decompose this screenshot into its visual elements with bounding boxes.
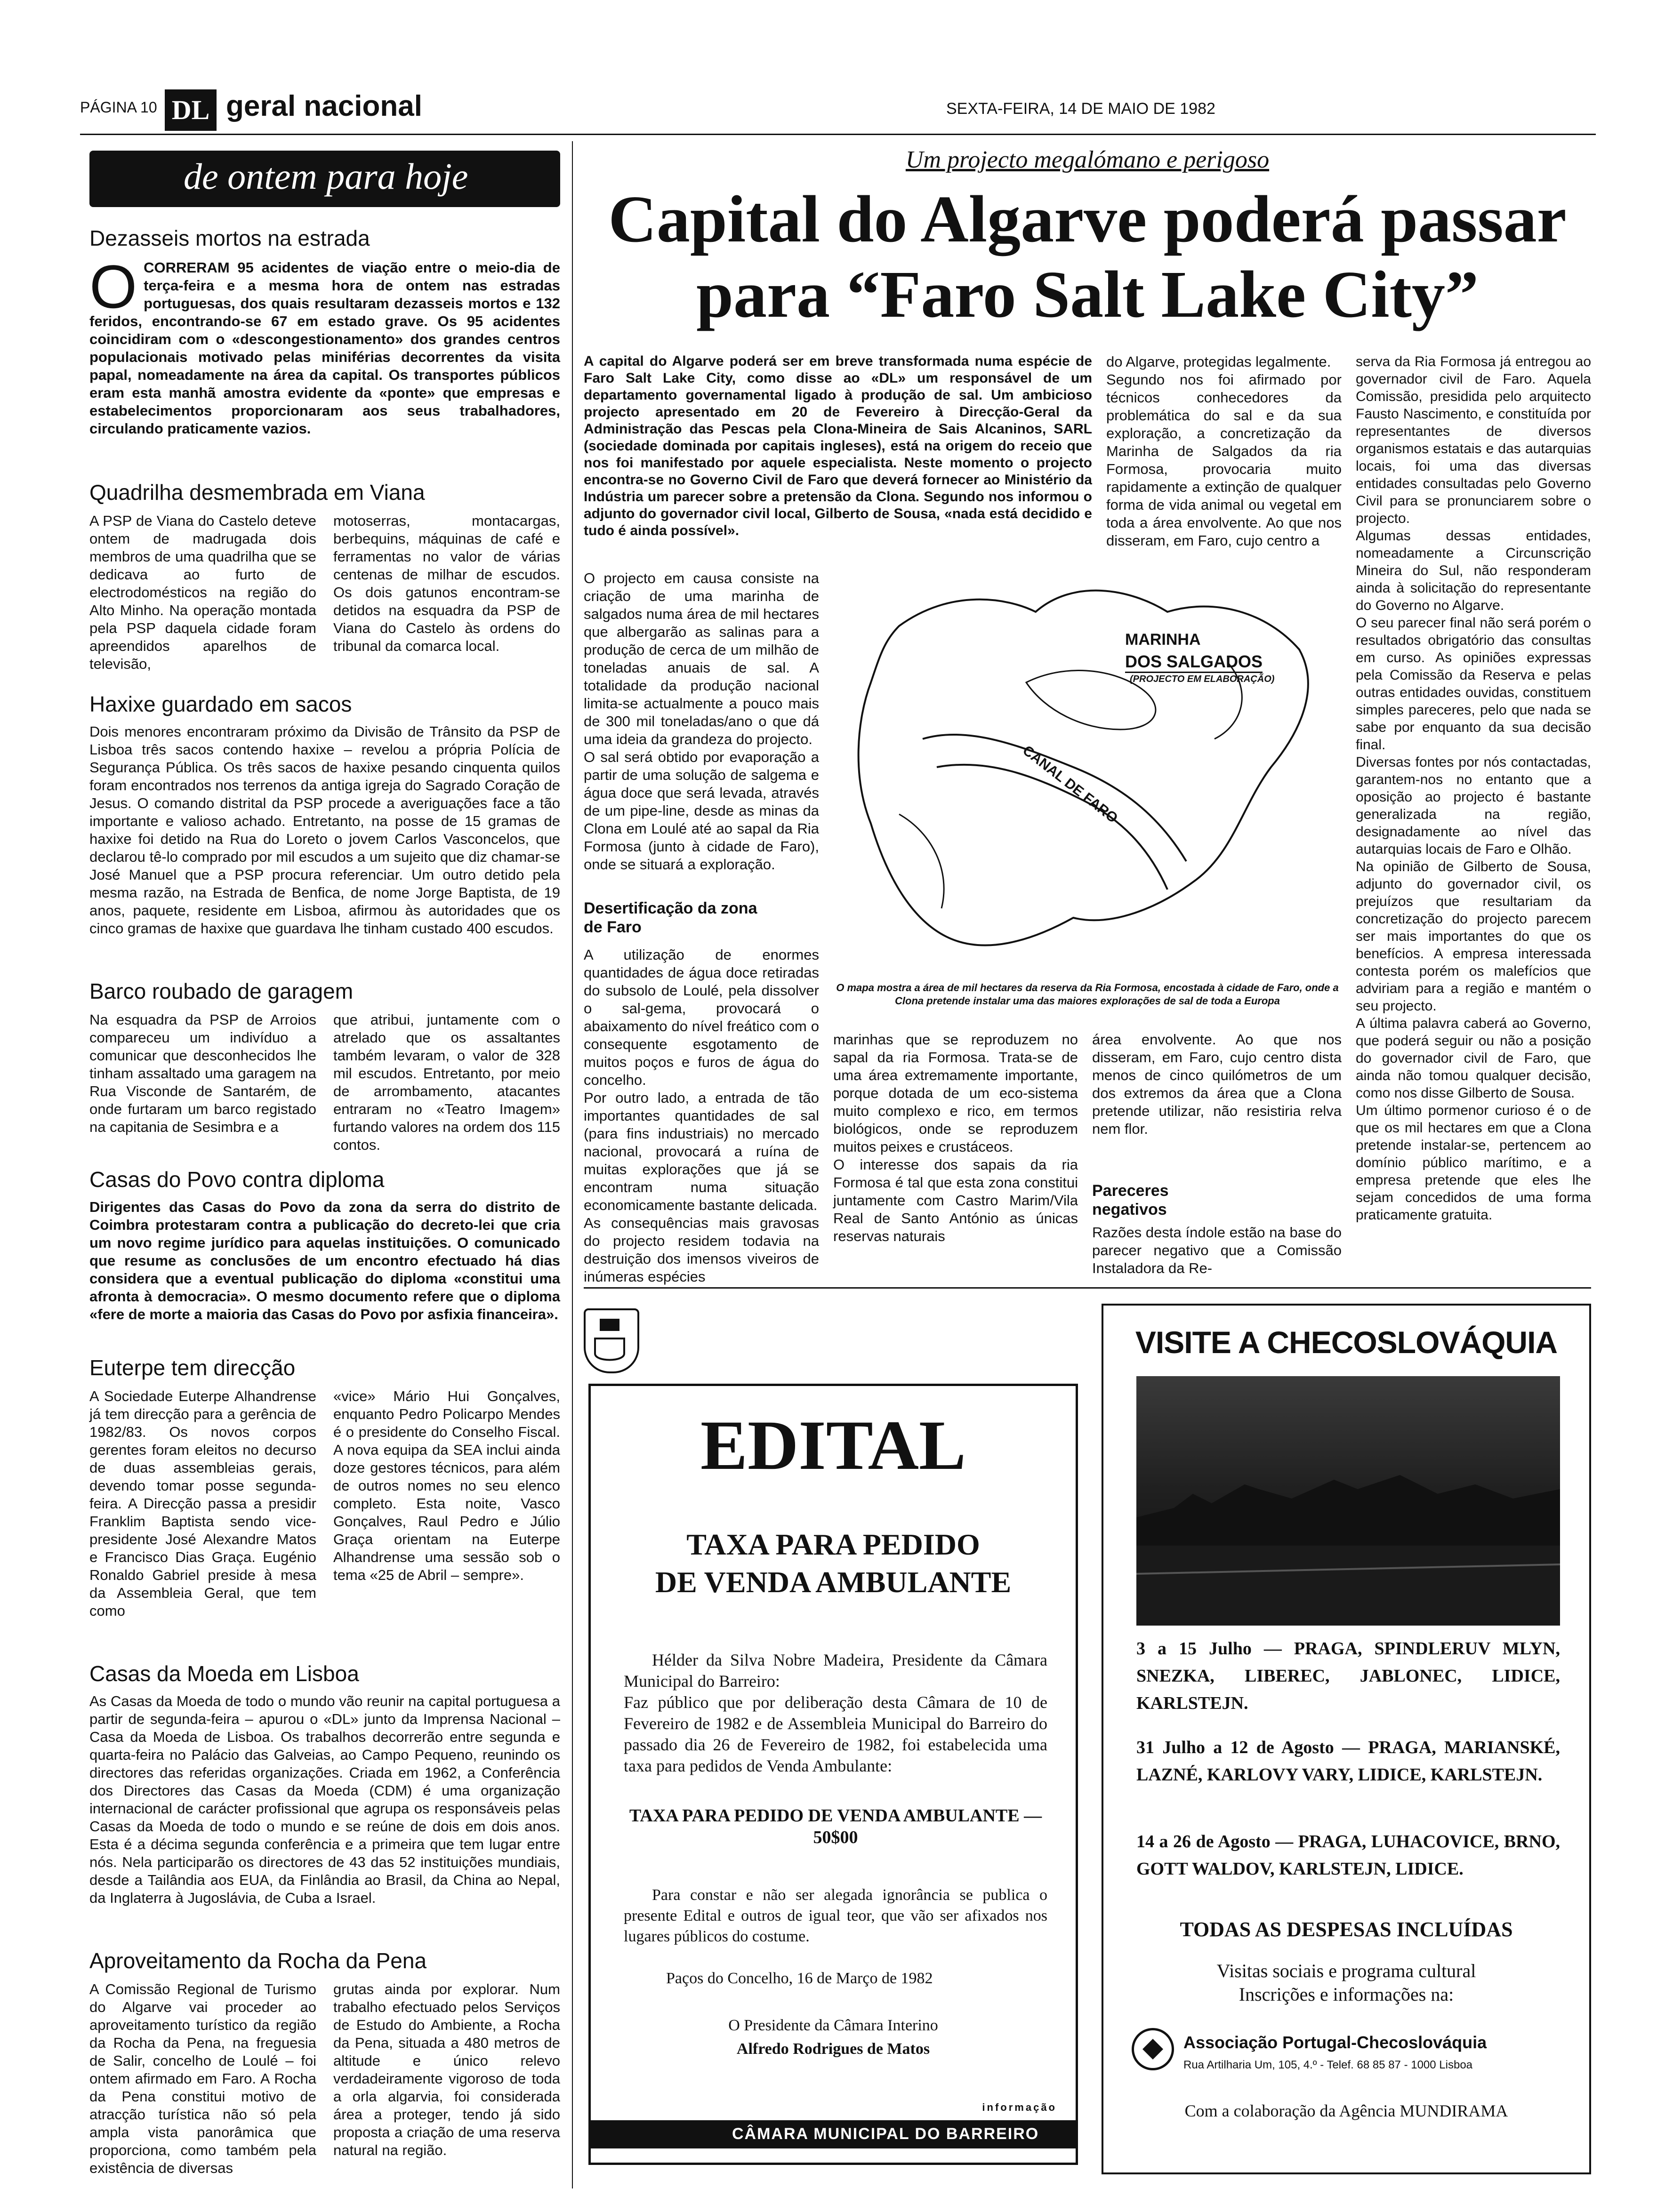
prague-photo [1136, 1376, 1560, 1626]
subhead-desertificacao: Desertificação da zona de Faro [584, 899, 757, 936]
map-label-projecto: (PROJECTO EM ELABORAÇÃO) [1130, 674, 1275, 684]
edital-body: Hélder da Silva Nobre Madeira, Presidente da Câmara Municipal do Barreiro: Faz público que por deliberação desta Câmara de 10 de Fevereiro de 1982 e de Assembleia Municipal do Barreiro do passado dia 26 de Fevereiro de 1982, foi estabelecida uma taxa para pedidos de Venda Ambulante: [624, 1651, 1047, 1775]
trip-2: 31 Julho a 12 de Agosto — PRAGA, MARIANSKÉ, LAZNÉ, KARLOVY VARY, LIDICE, KARLSTEJN. [1136, 1738, 1560, 1785]
column-banner [89, 151, 560, 207]
item-text: Dirigentes das Casas do Povo da zona da serra do distrito de Coimbra protestaram contra a publicação do decreto-lei que cria um novo regime jurídico para aquelas instituições. O comunicado que resume as conclusões de um encontro efectuado há dias considera que a eventual publicação do diploma «constitui uma afronta à democracia». O mesmo documento refere que o diploma «fere de morte a maioria das Casas do Povo por asfixia financeira». [89, 1199, 560, 1322]
map-label-marinha: MARINHA [1125, 631, 1201, 649]
item-text-col2: motoserras, montacargas, berbequins, máquinas de café e ferramentas no valor de várias centenas de milhar de escudos. Os dois gatunos encontram-se detidos na esquadra da PSP de Viana do Castelo às ordens do tribunal da comarca local. [333, 513, 560, 654]
edital-place-date: Paços do Concelho, 16 de Março de 1982 [666, 1970, 933, 1987]
story-lead: A capital do Algarve poderá ser em breve transformada numa espécie de Faro Salt Lake City, como disse ao «DL» um responsável de um departamento governamental ligado à produção de sal. Um ambicioso projecto apresentado em 20 de Fevereiro à Direcção-Geral da Administração das Pescas pela Clona-Mineira de Sais Alcaninos, SARL (sociedade dominada por capitais ingleses), está na origem do receio que nos foi manifestado por aquele especialista. Neste momento o projecto encontra-se no Governo Civil de Faro que deverá fornecer ao Ministério da Indústria um parecer sobre a pretensão da Clona. Segundo nos informou o adjunto do governador civil local, Gilberto de Sousa, «nada está decidido e tudo é ainda possível». [584, 353, 1092, 538]
visits-line-2: Inscrições e informações na: [1239, 1984, 1454, 2005]
item-headline: Aproveitamento da Rocha da Pena [89, 1948, 427, 1973]
story-col-a-top: O projecto em causa consiste na criação de uma marinha de salgados numa área de mil hectares que albergarão as salinas para a produção de cerca de um milhão de toneladas anuais de sal. A totalidade da produção nacional limita-se actualmente a pouco mais de 300 mil toneladas/ano o que dá uma ideia da grandeza do projecto. O sal será obtido por evaporação a partir de uma solução de salgema e água doce que será levada, através de um pipe-line, desde as minas da Clona em Loulé até ao sapal da Ria Formosa (junto à cidade de Faro), onde se situará a exploração. [584, 570, 819, 873]
item-text-col1: A Comissão Regional de Turismo do Algarve vai proceder ao aproveitamento turístico da região da Rocha da Pena, na freguesia de Salir, concelho de Loulé – foi ontem afirmado em Faro. A Rocha da Pena constitui motivo de atracção turística não só pela ampla vista panorâmica que proporciona, como também pela existência de diversas [89, 1981, 316, 2176]
edital-fee-line: TAXA PARA PEDIDO DE VENDA AMBULANTE — 50$00 [629, 1806, 1042, 1847]
story-col-a-bottom: A utilização de enormes quantidades de água doce retiradas do subsolo de Loulé, pela dissolver o sal-gema, provocará o abaixamento do nível freático com o consequente esgotamento de muitos poços e furos de água do concelho. Por outro lado, a entrada de tão importantes quantidades de sal (para fins industriais) no mercado nacional, provocará a ruína de muitas explorações que já se encontram numa situação economicamente bastante delicada. As consequências mais gravosas do projecto residem todavia na destruição dos imensos viveiros de inúmeras espécies [584, 946, 819, 1285]
story-col-b-top: do Algarve, protegidas legalmente. Segundo nos foi afirmado por técnicos conhecedores da problemática do sal e da sua exploração, a concretização da Marinha de Salgados da ria Formosa, provocaria muito rapidamente a extinção de qualquer forma de vida animal ou vegetal em toda a área envolvente. Ao que nos disseram, em Faro, cujo centro a [1106, 353, 1342, 549]
ads-top-rule [584, 1287, 1591, 1289]
travel-ad [1102, 1304, 1591, 2174]
edital-signatory-role: O Presidente da Câmara Interino [728, 2017, 938, 2034]
ria-formosa-map [828, 569, 1342, 965]
news-item-euterpe [89, 1355, 560, 1620]
travel-title: VISITE A CHECOSLOVÁQUIA [1135, 1325, 1558, 1360]
visits-line-1: Visitas sociais e programa cultural [1216, 1960, 1476, 1981]
left-column [89, 146, 560, 2176]
item-headline: Dezasseis mortos na estrada [89, 226, 370, 250]
item-headline: Haxixe guardado em sacos [89, 692, 352, 716]
association-name: Associação Portugal-Checoslováquia [1183, 2033, 1487, 2052]
page-number: PÁGINA 10 [80, 99, 157, 116]
edital-footer-bar [591, 2120, 1076, 2148]
item-headline: Casas do Povo contra diploma [89, 1167, 385, 1192]
story-kicker: Um projecto megalómano e perigoso [905, 146, 1270, 173]
banner-title: de ontem para hoje [184, 156, 468, 197]
drop-cap: O [89, 252, 137, 321]
news-item-rocha-da-pena [89, 1948, 560, 2177]
edital-subtitle-1: TAXA PARA PEDIDO [686, 1528, 980, 1561]
item-headline: Euterpe tem direcção [89, 1355, 296, 1380]
story-headline-1: Capital do Algarve poderá passar [608, 182, 1567, 256]
story-headline-2: para “Faro Salt Lake City” [696, 257, 1479, 331]
edital-box [588, 1384, 1078, 2165]
news-item-barco [89, 979, 560, 1154]
item-text-col1: A Sociedade Euterpe Alhandrense já tem direcção para a gerência de 1982/83. Os novos corpos gerentes foram eleitos no decurso de duas assembleias gerais, devendo tomar posse segunda-feira. A Direcção passa a presidir Franklim Baptista sendo vice-presidente José Alexandre Matos e Francisco Dias Graça. Eugénio Ronaldo Gabriel preside à mesa da Assembleia Geral, que tem como [89, 1388, 316, 1619]
map-drawing [828, 569, 1342, 965]
edital-notice: Para constar e não ser alegada ignorância se publica o presente Edital e outros de igual teor, que vão ser afixados nos lugares públicos do costume. [624, 1886, 1047, 1945]
story-under-map-1: marinhas que se reproduzem no sapal da ria Formosa. Trata-se de uma área extremamente importante, porque dotada de um eco-sistema muito complexo e rico, em termos biológicos, onde se reproduzem muitos peixes e crustáceos. O interesse dos sapais da ria Formosa é tal que esta zona constitui juntamente com Castro Marim/Vila Real de Santo António as únicas reservas naturais [833, 1031, 1078, 1244]
map-label-salgados: DOS SALGADOS [1125, 652, 1263, 673]
item-headline: Barco roubado de garagem [89, 979, 354, 1003]
item-text-col1: A PSP de Viana do Castelo deteve ontem de madrugada dois membros de uma quadrilha que se dedicava ao furto de electrodomésticos na região do Alto Minho. Na operação montada pela PSP daquela cidade foram apreendidos aparelhos de televisão, [89, 513, 316, 672]
agency-credit: Com a colaboração da Agência MUNDIRAMA [1184, 2101, 1508, 2120]
item-headline: Casas da Moeda em Lisboa [89, 1661, 359, 1686]
section-title: geral nacional [226, 90, 422, 122]
story-col-c: serva da Ria Formosa já entregou ao governador civil de Faro. Aquela Comissão, presidida pelo arquitecto Fausto Nascimento, e constituída por representantes de diversos organismos estatais e das autarquias locais, foi uma das diversas entidades consultadas pelo Governo Civil para se pronunciarem sobre o projecto. Algumas dessas entidades, nomeadamente a Circunscrição Mineira do Sul, não responderam ainda à solicitação do representante do Governo no Algarve. O seu parecer final não será porém o resultados obrigatório das consultas em curso. As opiniões expressas pela Comissão da Reserva e pelas outras entidades ouvidas, constituem simples pareceres, pelo que nada se sabe por enquanto da sua decisão final. Diversas fontes por nós contactadas, garantem-nos no entanto que a oposição ao projecto é bastante generalizada na região, designadamente ao nível das autarquias locais de Faro e Olhão. Na opinião de Gilberto de Sousa, adjunto do governador civil, os prejuízos que resultariam da concretização do projecto parecem ser mais importantes do que os benefícios. A empresa interessada contesta porém os malefícios que adviriam para a região e mantém o seu projecto. A última palavra caberá ao Governo, que poderá seguir ou não a posição do governador civil de Faro, que ainda não tomou qualquer decisão, como nos disse Gilberto de Sousa. Um último pormenor curioso é o de que os mil hectares em que a Clona pretende instalar-se, pertencem ao domínio público marítimo, e a empresa pretende que eles lhe sejam concedidos de uma forma praticamente gratuita. [1356, 354, 1591, 1223]
news-item-viana [89, 480, 560, 673]
item-text-col2: grutas ainda por explorar. Num trabalho efectuado pelos Serviços de Estudo do Ambiente, a Rocha da Pena, situada a 480 metros de altitude e único relevo verdadeiramente vigoroso de toda a orla algarvia, foi considerada área a proteger, tendo já sido proposta a criação de uma reserva natural na região. [333, 1981, 560, 2158]
trip-3: 14 a 26 de Agosto — PRAGA, LUHACOVICE, BRNO, GOTT WALDOV, KARLSTEJN, LIDICE. [1136, 1832, 1560, 1879]
masthead-rule [80, 134, 1596, 135]
association-logo-icon [1132, 2028, 1174, 2070]
edital-ad [584, 1299, 1083, 2179]
subhead-pareceres: Pareceres negativos [1092, 1182, 1169, 1218]
news-item-casas-da-moeda [89, 1661, 560, 1907]
story-under-map-2b: Razões desta índole estão na base do parecer negativo que a Comissão Instaladora da Re- [1092, 1224, 1342, 1276]
map-caption: O mapa mostra a área de mil hectares da reserva da Ria Formosa, encostada à cidade de Faro, onde a Clona pretende instalar uma das maiores explorações de sal de toda a Europa [836, 982, 1339, 1007]
item-text-col1: Na esquadra da PSP de Arroios compareceu um indivíduo a comunicar que desconhecidos lhe tinham assaltado uma garagem na Rua Visconde de Santarém, de onde furtaram um barco registado na capitania de Sesimbra e a [89, 1011, 316, 1135]
issue-date: SEXTA-FEIRA, 14 DE MAIO DE 1982 [946, 100, 1215, 118]
item-text: As Casas da Moeda de todo o mundo vão reunir na capital portuguesa a partir de segunda-feira – apurou o «DL» junto da Imprensa Nacional – Casa da Moeda de Lisboa. Os trabalhos decorrerão entre segunda e quarta-feira no Palácio das Galveias, ao Campo Pequeno, reunindo os directores das referidas organizações. Criada em 1962, a Conferência dos Directores das Casas da Moeda (CDM) é uma organização internacional de carácter profissional que agrupa os responsáveis pelas Casas da Moeda de todo o mundo e se reúne de dois em dois anos. Esta é a décima segunda conferência e a primeira que tem lugar entre nós. Nela participarão os directores de 43 das 52 instituições mundiais, desde a Tailândia aos EUA, da Finlândia ao Brasil, da China ao Nepal, da Inglaterra à Jugoslávia, de Cuba a Israel. [89, 1693, 560, 1906]
edital-title: EDITAL [700, 1406, 966, 1484]
edital-signatory-name: Alfredo Rodrigues de Matos [736, 2040, 930, 2058]
news-item-road-deaths [89, 226, 560, 438]
all-included: TODAS AS DESPESAS INCLUÍDAS [1180, 1918, 1513, 1941]
masthead [80, 89, 1586, 132]
edital-subtitle-2: DE VENDA AMBULANTE [655, 1565, 1012, 1599]
map-label-canal: CANAL DE FARO [1020, 742, 1121, 826]
item-headline: Quadrilha desmembrada em Viana [89, 480, 425, 505]
item-text: Dois menores encontraram próximo da Divisão de Trânsito da PSP de Lisboa três sacos contendo haxixe – revelou a própria Polícia de Segurança Pública. Os três sacos de haxixe pesando cinquenta quilos foram encontrados nos terrenos da antiga igreja do Sagrado Coração de Jesus. O comando distrital da PSP procede a averiguações face a tão importante e valioso achado. Entretanto, na posse de 15 gramas de haxixe foi detido na Rua do Loreto o jovem Carlos Vasconcelos, que declarou tê-lo comprado por mil escudos a um sujeito que diz chamar-se José Manuel que a PSP procura referenciar. Um outro detido pela mesma razão, na Estrada de Benfica, de nome Jorge Baptista, de 19 anos, paquete, residente em Lisboa, afirmou às autoridades que os cinco gramas de haxixe que guardava lhe tinham custado 400 escudos. [89, 723, 560, 937]
edital-footer-small: informação [982, 2101, 1057, 2113]
item-text-col2: «vice» Mário Hui Gonçalves, enquanto Pedro Policarpo Mendes é o presidente do Conselho Fiscal. A nova equipa da SEA inclui ainda doze gestores técnicos, para além de outros nomes no seu elenco completo. Esta noite, Vasco Gonçalves, Raul Pedro e Júlio Graça orientam na Euterpe Alhandrense uma sessão sob o tema «25 de Abril – sempre». [333, 1388, 560, 1583]
main-story [584, 146, 1591, 1285]
association-address: Rua Artilharia Um, 105, 4.º - Telef. 68 85 87 - 1000 Lisboa [1183, 2059, 1473, 2071]
edital-footer-text: CÂMARA MUNICIPAL DO BARREIRO [732, 2125, 1039, 2143]
news-item-casas-do-povo [89, 1167, 560, 1323]
dl-logo: DL [165, 89, 217, 131]
trip-1: 3 a 15 Julho — PRAGA, SPINDLERUV MLYN, SNEZKA, LIBEREC, JABLONEC, LIDICE, KARLSTEJN. [1136, 1639, 1560, 1713]
barreiro-crest-icon [584, 1308, 639, 1373]
story-under-map-2a: área envolvente. Ao que nos disseram, em Faro, cujo centro dista menos de cinco quilómetros de um dos extremos da área que a Clona pretende utilizar, não resistiria relva nem flor. [1092, 1031, 1342, 1137]
news-item-haxixe [89, 692, 560, 938]
column-divider [572, 141, 573, 2188]
item-lead: CORRERAM 95 acidentes de viação entre o meio-dia de terça-feira e a mesma hora de ontem nas estradas portuguesas, dos quais resultaram dezasseis mortos e 132 feridos, encontrando-se 67 em estado grave. Os 95 acidentes coincidiram com o «descongestionamento» dos grandes centros populacionais motivado pelas miniférias decorrentes da visita papal, nomeadamente na área da capital. Os transportes públicos eram esta manhã amostra evidente da «ponte» que empresas e estabelecimentos proporcionaram aos seus trabalhadores, circulando praticamente vazios. [89, 259, 560, 437]
item-text-col2: que atribui, juntamente com o atrelado que os assaltantes também levaram, o valor de 328 mil escudos. Entretanto, por meio de arrombamento, atacantes entraram no «Teatro Imagem» furtando valores na ordem dos 115 contos. [333, 1011, 560, 1153]
